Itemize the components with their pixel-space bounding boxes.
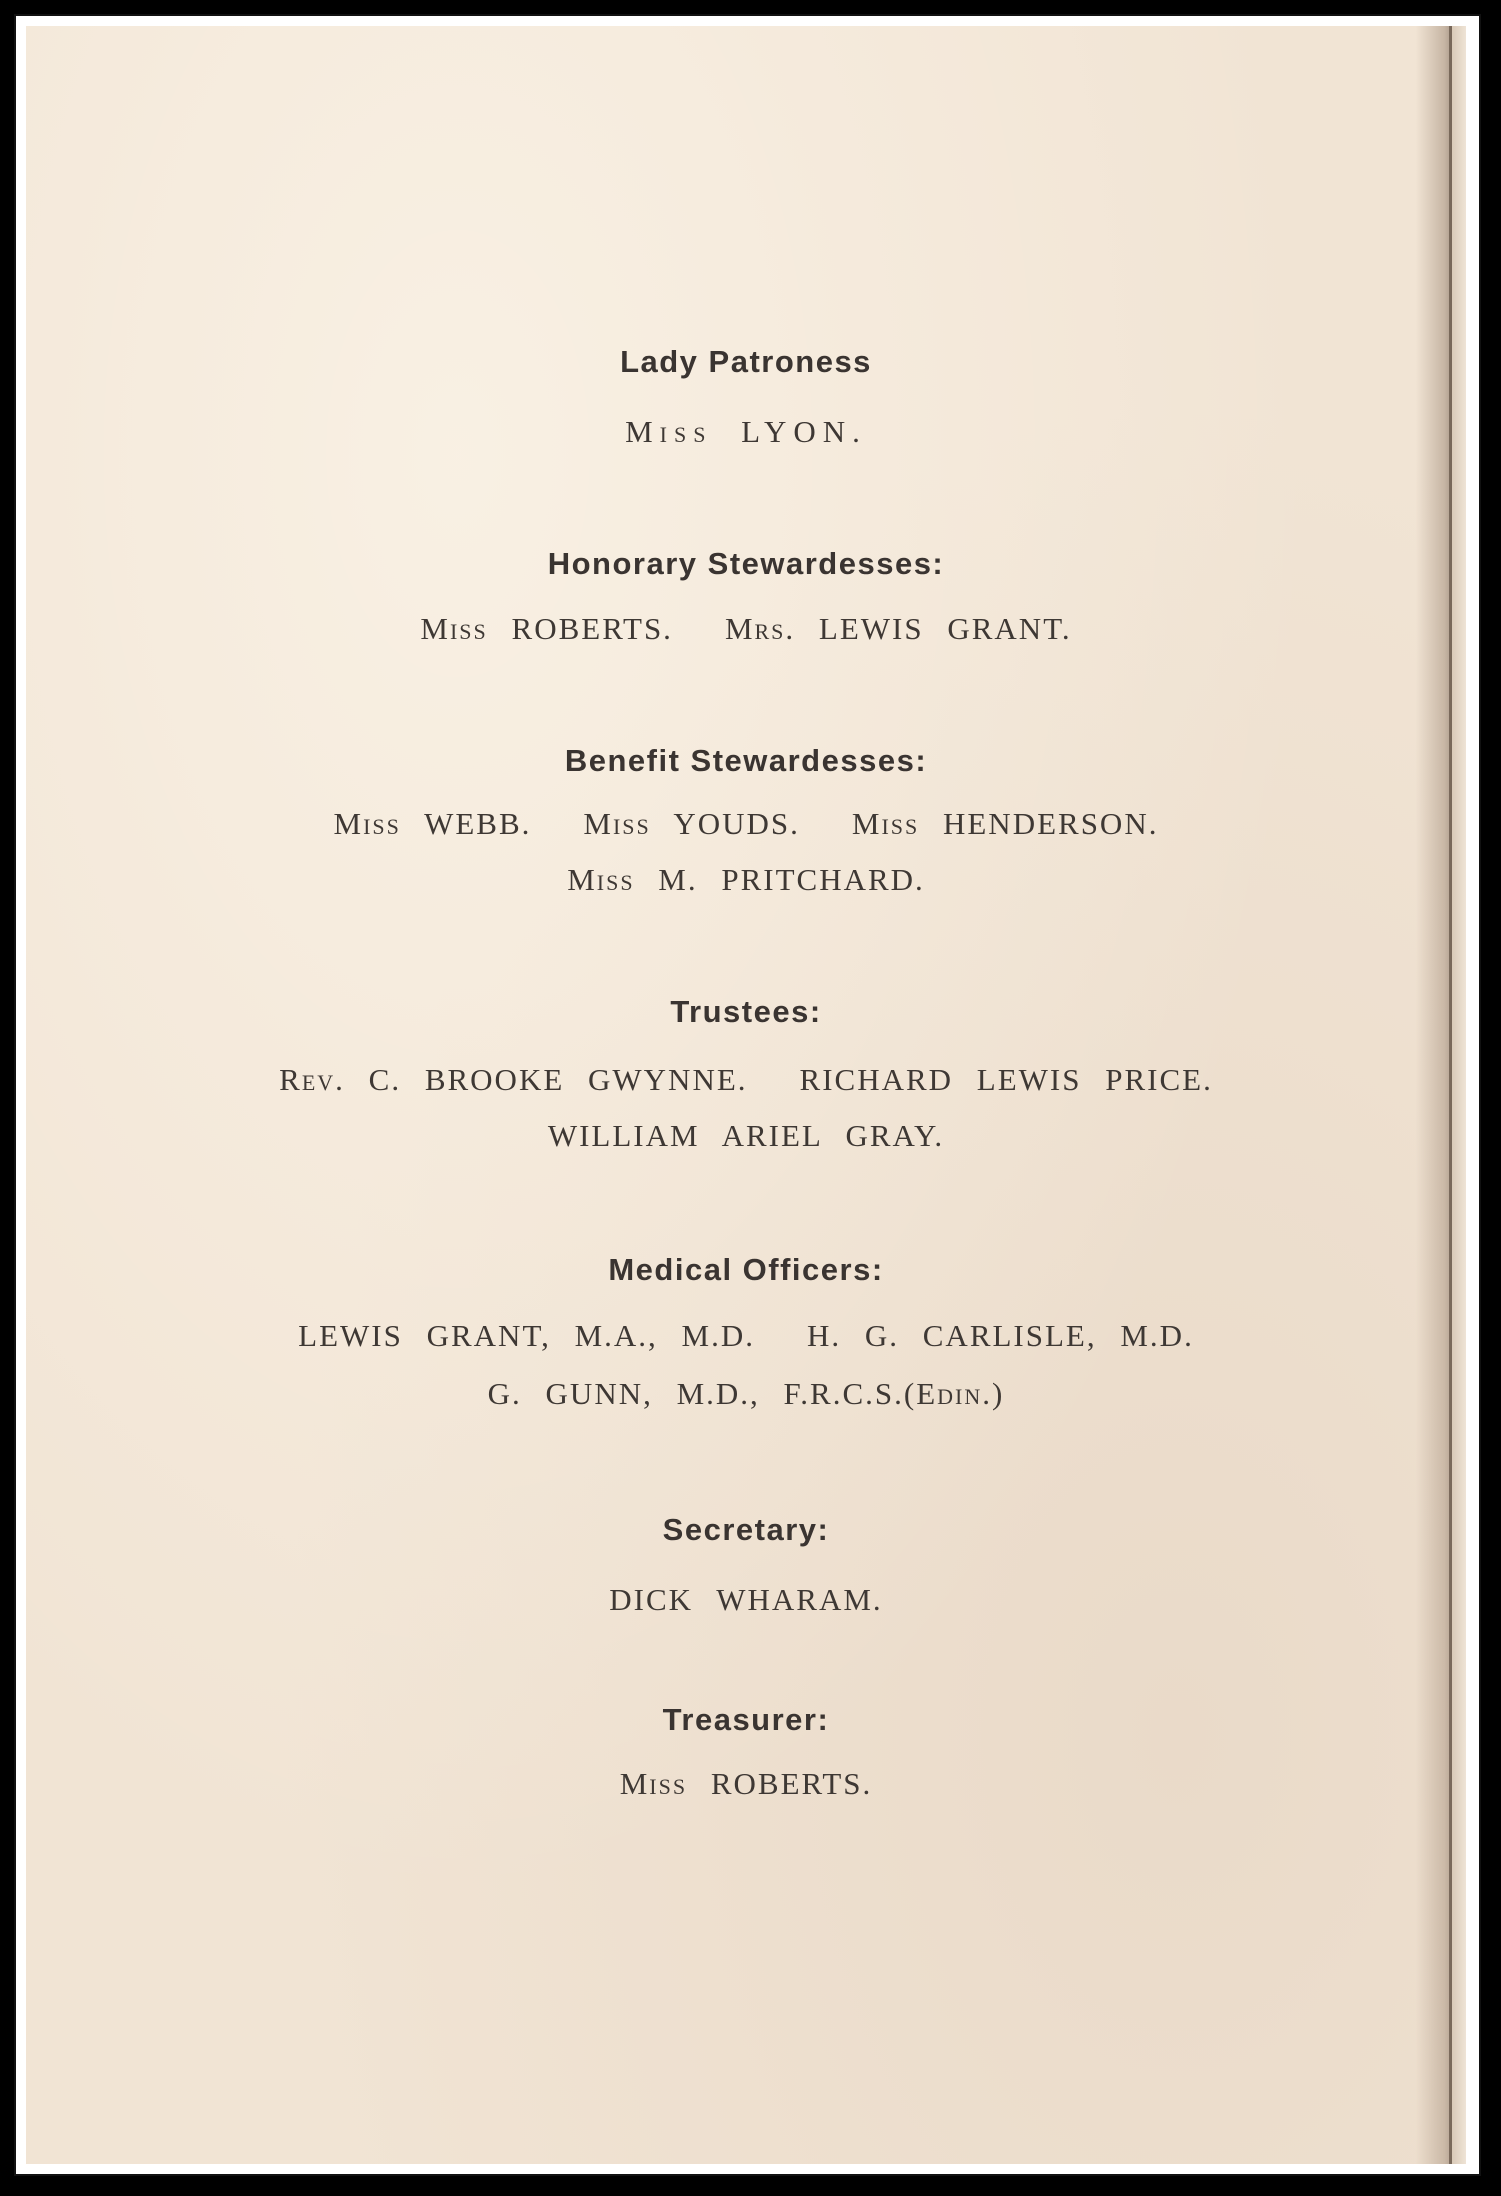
- trustee-name: RICHARD LEWIS PRICE.: [799, 1062, 1213, 1097]
- medical-officers-names-row1: [26, 1318, 1466, 1354]
- trustee-name: Rev. C. BROOKE GWYNNE.: [279, 1062, 748, 1097]
- trustees-heading: Trustees:: [670, 994, 822, 1029]
- lady-patroness-heading: Lady Patroness: [620, 344, 872, 379]
- honorary-stewardesses-heading: Honorary Stewardesses:: [547, 546, 945, 581]
- treasurer-heading: Treasurer:: [662, 1702, 830, 1737]
- document-page: [26, 26, 1466, 2164]
- trustees-names-row1: [26, 1062, 1466, 1098]
- medical-officers-heading: Medical Officers:: [608, 1252, 884, 1287]
- medical-officer-name: H. G. CARLISLE, M.D.: [806, 1318, 1194, 1353]
- treasurer-name: Miss ROBERTS.: [619, 1766, 873, 1801]
- lady-patroness-name: Miss LYON.: [625, 414, 867, 449]
- honorary-stewardess-name: Mrs. LEWIS GRANT.: [724, 611, 1072, 646]
- secretary-heading: Secretary:: [662, 1512, 830, 1547]
- secretary-name: DICK WHARAM.: [609, 1582, 883, 1617]
- benefit-stewardesses-names-row1: [26, 806, 1466, 842]
- medical-officer-name: LEWIS GRANT, M.A., M.D.: [298, 1318, 755, 1353]
- honorary-stewardesses-names: [26, 611, 1466, 647]
- benefit-stewardess-name: Miss HENDERSON.: [851, 806, 1159, 841]
- benefit-stewardess-name: Miss WEBB.: [333, 806, 532, 841]
- trustee-name: WILLIAM ARIEL GRAY.: [547, 1118, 945, 1153]
- benefit-stewardess-name: Miss M. PRITCHARD.: [567, 862, 925, 897]
- page-frame: [14, 14, 1481, 2176]
- honorary-stewardess-name: Miss ROBERTS.: [420, 611, 673, 646]
- benefit-stewardesses-heading: Benefit Stewardesses:: [564, 743, 928, 778]
- medical-officer-name: G. GUNN, M.D., F.R.C.S.(Edin.): [487, 1376, 1005, 1411]
- benefit-stewardess-name: Miss YOUDS.: [583, 806, 800, 841]
